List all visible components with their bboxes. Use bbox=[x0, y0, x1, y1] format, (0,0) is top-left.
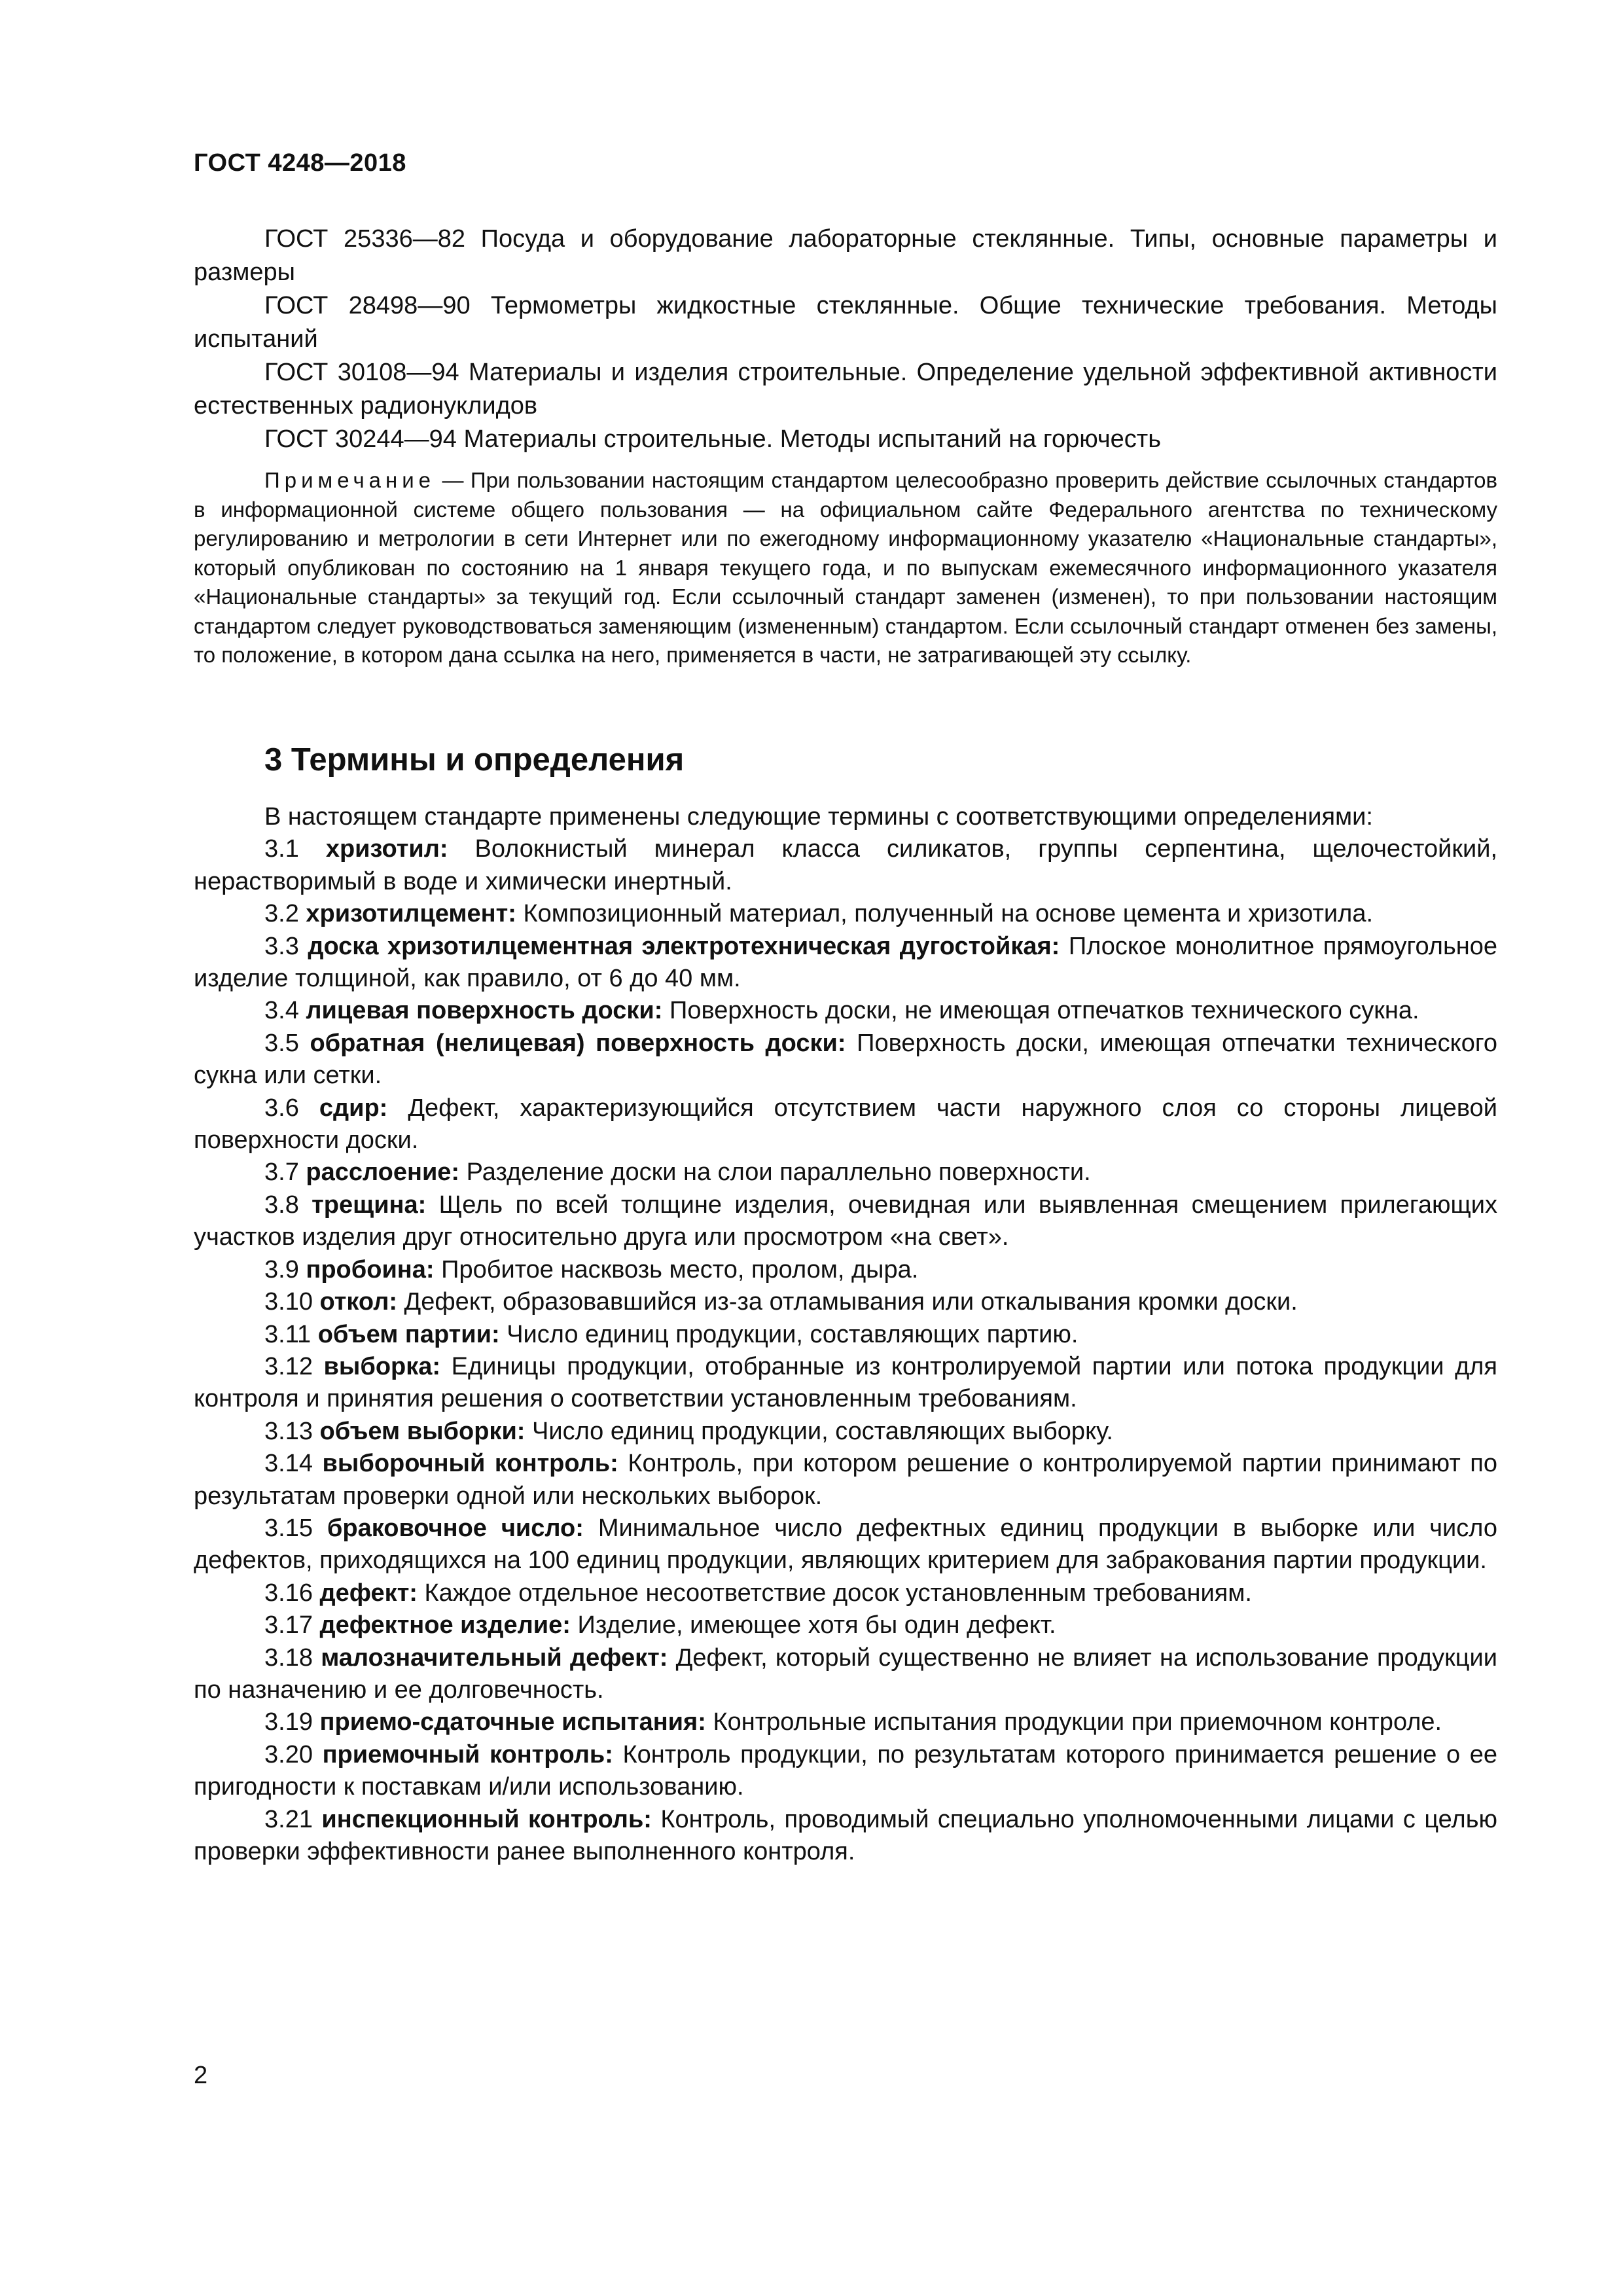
note-paragraph bbox=[194, 466, 1497, 670]
term-definition bbox=[194, 1706, 1497, 1738]
term-name: дефект: bbox=[319, 1579, 418, 1607]
term-name: лицевая поверхность доски: bbox=[306, 997, 663, 1025]
term-number: 3.3 bbox=[264, 932, 299, 960]
term-number: 3.8 bbox=[264, 1191, 299, 1219]
term-number: 3.13 bbox=[264, 1417, 313, 1445]
term-description: Дефект, образовавшийся из-за отламывания или откалывания кромки доски. bbox=[404, 1288, 1298, 1316]
reference-item: ГОСТ 28498—90 Термометры жидкостные стеклянные. Общие технические требования. Методы испытаний bbox=[194, 292, 1497, 353]
term-description: Композиционный материал, полученный на основе цемента и хризотила. bbox=[523, 900, 1374, 928]
term-definition bbox=[194, 1028, 1497, 1092]
reference-item: ГОСТ 30244—94 Материалы строительные. Методы испытаний на горючесть bbox=[264, 425, 1162, 453]
term-name: хризотилцемент: bbox=[306, 900, 516, 928]
term-name: сдир: bbox=[319, 1094, 388, 1122]
term-definition bbox=[194, 1739, 1497, 1804]
term-name: откол: bbox=[319, 1288, 397, 1316]
term-number: 3.19 bbox=[264, 1708, 313, 1736]
term-description: Единицы продукции, отобранные из контролируемой партии или потока продукции для контроля и принятия решения о соответствии установленным требованиям. bbox=[194, 1352, 1498, 1413]
term-description: Щель по всей толщине изделия, очевидная или выявленная смещением прилегающих участков изделия друг относительно друга или просмотром «на свет». bbox=[194, 1191, 1498, 1251]
term-description: Контрольные испытания продукции при приемочном контроле. bbox=[713, 1708, 1442, 1736]
term-description: Плоское монолитное прямоугольное изделие толщиной, как правило, от 6 до 40 мм. bbox=[194, 932, 1498, 993]
term-name: инспекционный контроль: bbox=[321, 1805, 652, 1833]
term-number: 3.5 bbox=[264, 1029, 299, 1057]
term-name: дефектное изделие: bbox=[319, 1611, 571, 1640]
term-number: 3.7 bbox=[264, 1158, 299, 1187]
term-number: 3.12 bbox=[264, 1352, 313, 1380]
note-label: Примечание bbox=[264, 468, 436, 492]
term-number: 3.16 bbox=[264, 1579, 313, 1607]
reference-item: ГОСТ 30108—94 Материалы и изделия строительные. Определение удельной эффективной активности естественных радионуклидов bbox=[194, 359, 1497, 420]
term-definition bbox=[194, 931, 1497, 996]
term-definition bbox=[194, 1286, 1497, 1318]
term-name: приемо-сдаточные испытания: bbox=[319, 1708, 706, 1736]
section-intro: В настоящем стандарте применены следующие термины с соответствующими определениями: bbox=[264, 803, 1373, 831]
term-description: Дефект, который существенно не влияет на использование продукции по назначению и ее долговечность. bbox=[194, 1643, 1497, 1704]
term-name: объем партии: bbox=[317, 1320, 500, 1348]
term-number: 3.1 bbox=[264, 835, 299, 863]
term-definition bbox=[194, 1416, 1497, 1448]
term-definition bbox=[194, 1351, 1497, 1416]
term-definition bbox=[194, 1804, 1497, 1869]
term-name: выборка: bbox=[323, 1352, 441, 1380]
term-definition bbox=[194, 995, 1497, 1027]
term-name: пробоина: bbox=[306, 1255, 435, 1283]
term-name: хризотил: bbox=[325, 835, 448, 863]
term-definition bbox=[194, 1157, 1497, 1189]
term-definition bbox=[194, 898, 1497, 930]
term-definition bbox=[194, 1254, 1497, 1286]
term-number: 3.15 bbox=[264, 1514, 313, 1542]
term-description: Каждое отдельное несоответствие досок установленным требованиям. bbox=[424, 1579, 1252, 1607]
term-description: Контроль продукции, по результатам которого принимается решение о ее пригодности к поставкам и/или использованию. bbox=[194, 1740, 1498, 1801]
term-definition bbox=[194, 1577, 1497, 1609]
term-description: Число единиц продукции, составляющих выборку. bbox=[532, 1417, 1113, 1445]
term-number: 3.10 bbox=[264, 1288, 313, 1316]
term-description: Число единиц продукции, составляющих партию. bbox=[507, 1320, 1079, 1348]
term-number: 3.6 bbox=[264, 1094, 299, 1122]
term-definition bbox=[194, 1609, 1497, 1641]
term-number: 3.18 bbox=[264, 1643, 313, 1672]
term-definition bbox=[194, 833, 1497, 898]
term-number: 3.20 bbox=[264, 1740, 313, 1768]
term-description: Поверхность доски, имеющая отпечатки технического сукна или сетки. bbox=[194, 1029, 1497, 1090]
term-description: Минимальное число дефектных единиц продукции в выборке или число дефектов, приходящихся на 100 единиц продукции, являющих критерием для забракования партии продукции. bbox=[194, 1514, 1497, 1575]
term-description: Дефект, характеризующийся отсутствием части наружного слоя со стороны лицевой поверхности доски. bbox=[194, 1094, 1497, 1155]
term-definition bbox=[194, 1642, 1497, 1707]
term-name: обратная (нелицевая) поверхность доски: bbox=[310, 1029, 846, 1057]
page-number: 2 bbox=[194, 2062, 208, 2089]
section-title: 3 Термины и определения bbox=[264, 742, 685, 778]
term-name: малозначительный дефект: bbox=[321, 1643, 668, 1672]
term-description: Волокнистый минерал класса силикатов, группы серпентина, щелочестойкий, нерастворимый в воде и химически инертный. bbox=[194, 835, 1497, 895]
term-name: доска хризотилцементная электротехническая дугостойкая: bbox=[308, 932, 1060, 960]
term-number: 3.2 bbox=[264, 900, 299, 928]
term-description: Контроль, проводимый специально уполномоченными лицами с целью проверки эффективности ранее выполненного контроля. bbox=[194, 1805, 1497, 1865]
term-definition bbox=[194, 1092, 1497, 1157]
term-description: Разделение доски на слои параллельно поверхности. bbox=[466, 1158, 1091, 1187]
term-definition bbox=[194, 1513, 1497, 1577]
term-description: Пробитое насквозь место, пролом, дыра. bbox=[441, 1255, 919, 1283]
term-number: 3.4 bbox=[264, 997, 299, 1025]
term-name: выборочный контроль: bbox=[322, 1450, 618, 1478]
term-number: 3.9 bbox=[264, 1255, 299, 1283]
term-number: 3.21 bbox=[264, 1805, 313, 1833]
term-name: трещина: bbox=[312, 1191, 427, 1219]
note-text: — При пользовании настоящим стандартом целесообразно проверить действие ссылочных стандартов в информационной системе общего пользования — на официальном сайте Федерального агентства по техническому регулированию и метрологии в сети Интернет или по ежегодному информационному указателю «Национальные стандарты», который опубликован по состоянию на 1 января текущего года, и по выпускам ежемесячного информационного указателя «Национальные стандарты» за текущий год. Если ссылочный стандарт заменен (изменен), то при пользовании настоящим стандартом следует руководствоваться заменяющим (измененным) стандартом. Если ссылочный стандарт отменен без замены, то положение, в котором дана ссылка на него, применяется в части, не затрагивающей эту ссылку. bbox=[194, 468, 1497, 667]
term-description: Контроль, при котором решение о контролируемой партии принимают по результатам проверки одной или нескольких выборок. bbox=[194, 1450, 1498, 1510]
note-block bbox=[194, 466, 1497, 670]
term-name: браковочное число: bbox=[327, 1514, 584, 1542]
term-definition bbox=[194, 1319, 1497, 1351]
term-name: приемочный контроль: bbox=[322, 1740, 613, 1768]
document-header: ГОСТ 4248—2018 bbox=[194, 149, 406, 177]
term-number: 3.14 bbox=[264, 1450, 313, 1478]
term-definition bbox=[194, 1189, 1497, 1254]
term-number: 3.17 bbox=[264, 1611, 313, 1640]
term-definition bbox=[194, 1448, 1497, 1513]
term-description: Поверхность доски, не имеющая отпечатков технического сукна. bbox=[669, 997, 1419, 1025]
reference-item: ГОСТ 25336—82 Посуда и оборудование лабораторные стеклянные. Типы, основные параметры и размеры bbox=[194, 225, 1497, 286]
term-number: 3.11 bbox=[264, 1320, 312, 1348]
term-name: объем выборки: bbox=[319, 1417, 526, 1445]
term-description: Изделие, имеющее хотя бы один дефект. bbox=[577, 1611, 1056, 1640]
term-name: расслоение: bbox=[306, 1158, 460, 1187]
normative-references bbox=[194, 223, 1497, 456]
terms-list bbox=[194, 801, 1497, 1868]
